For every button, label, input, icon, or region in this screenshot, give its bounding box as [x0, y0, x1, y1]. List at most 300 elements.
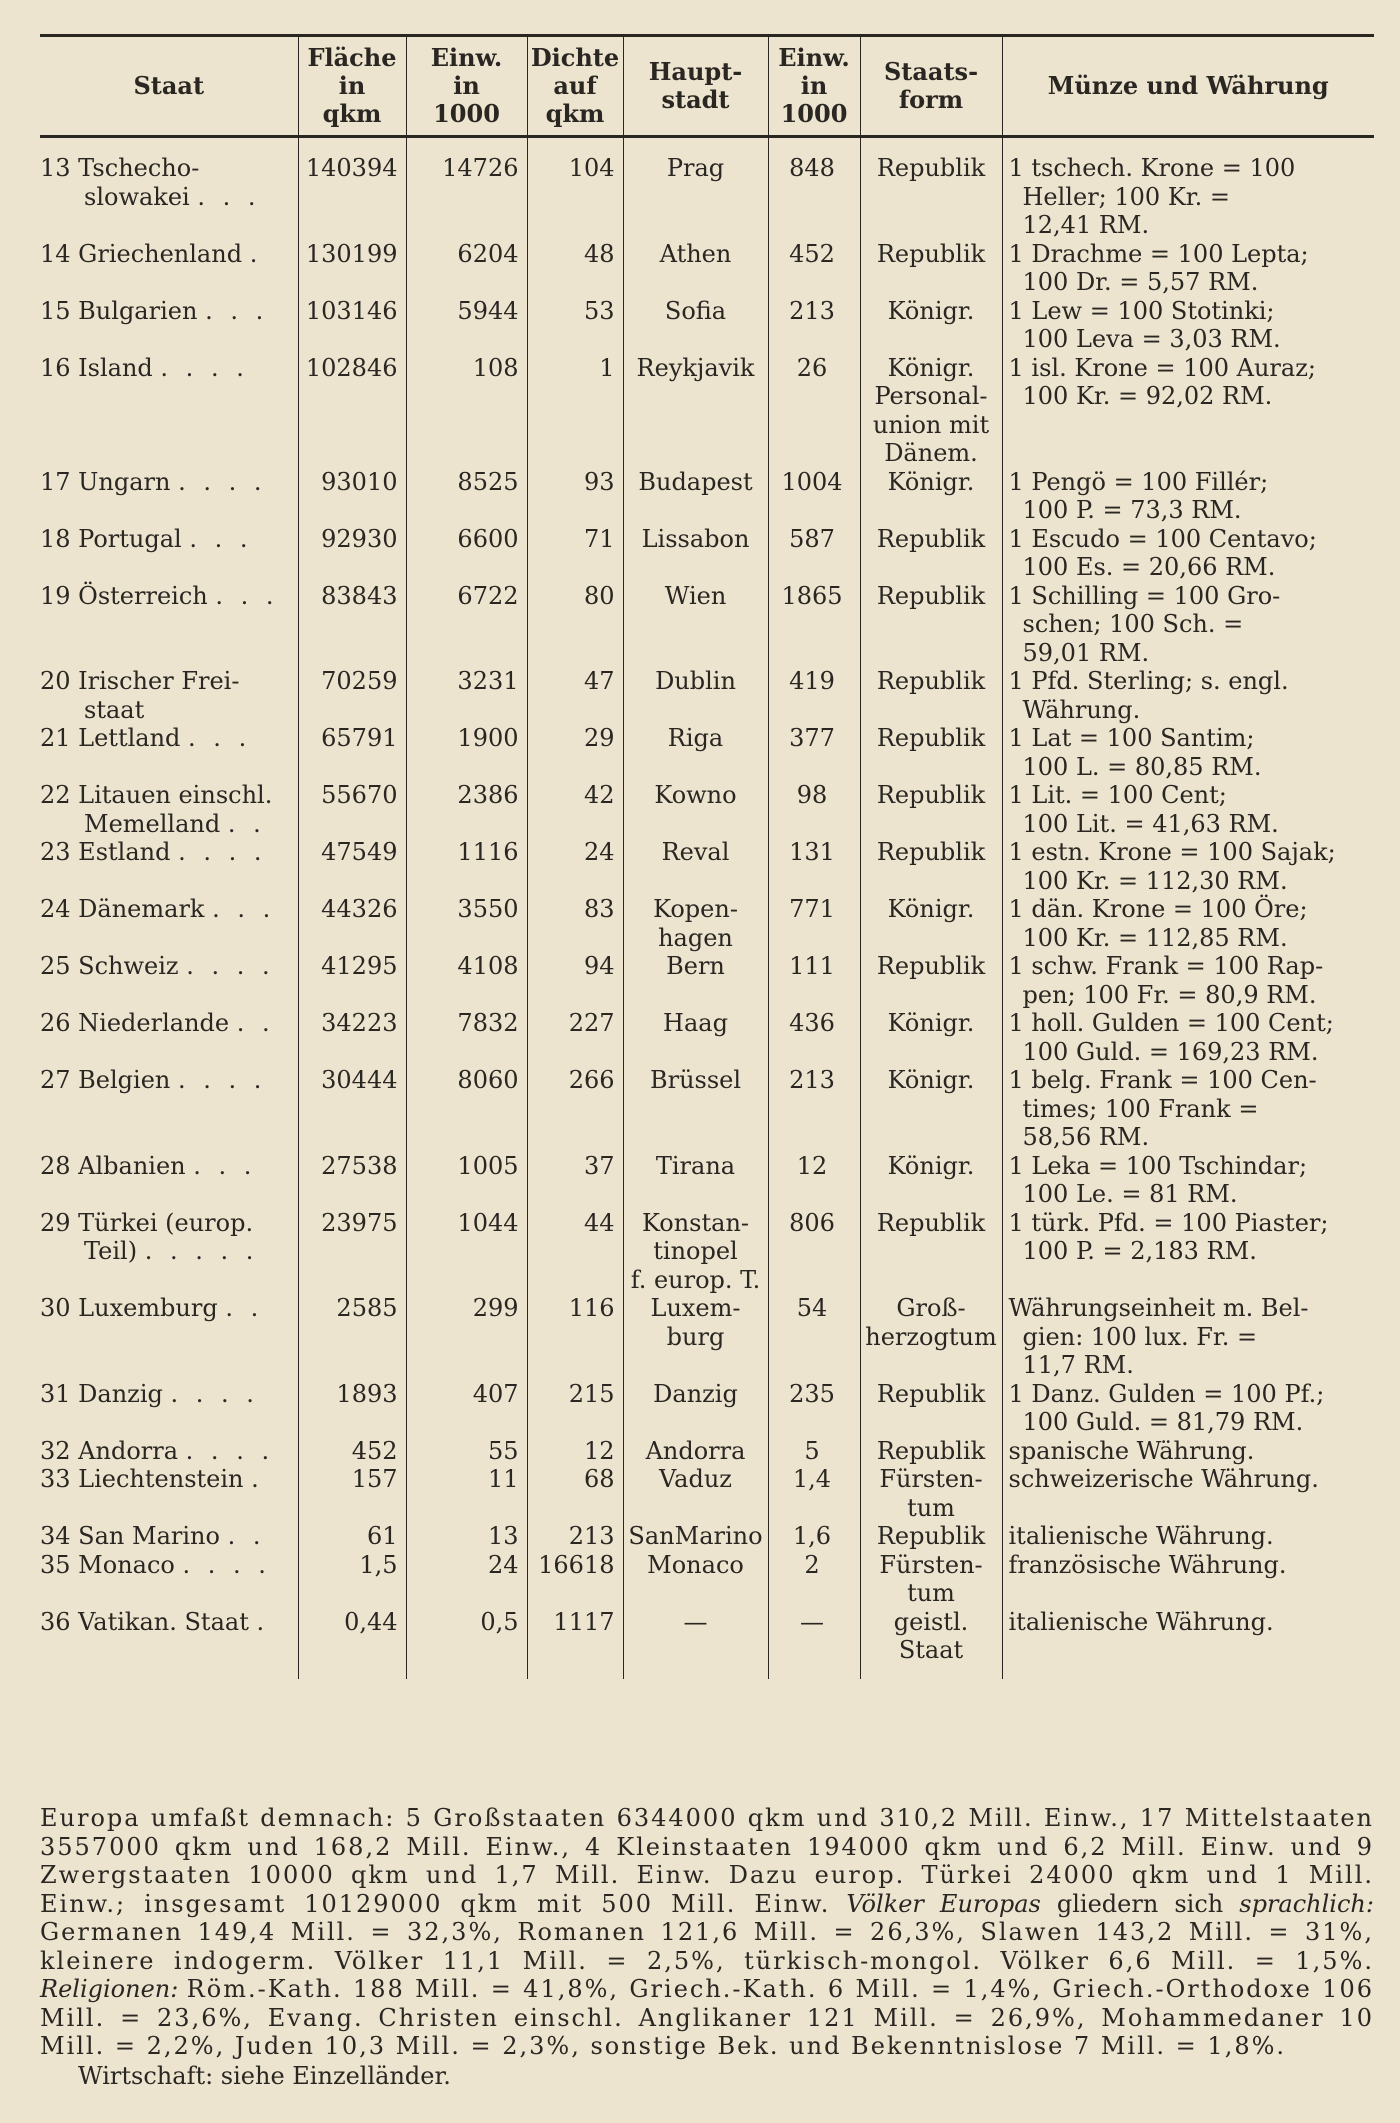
table-row — [40, 724, 1374, 781]
government-cell — [860, 1009, 1002, 1066]
capital-line: Reval — [661, 838, 730, 866]
government-line: Republik — [876, 1436, 986, 1465]
leader-dots: . . . . — [182, 1550, 271, 1579]
currency-line: 100 L. = 80,85 RM. — [1022, 752, 1262, 781]
state-name-line — [40, 525, 294, 554]
currency-line: italienische Währung. — [1008, 1607, 1274, 1636]
state-name-line — [40, 1294, 294, 1323]
population-cell: 1005 — [406, 1152, 527, 1209]
table-row — [40, 838, 1374, 895]
government-line: union mit — [872, 410, 990, 439]
density-cell: 1 — [527, 354, 623, 468]
state-name-line: 20 Irischer Frei- — [40, 667, 240, 695]
state-name-line: 29 Türkei (europ. — [40, 1208, 254, 1237]
capital-population-cell: 12 — [768, 1152, 860, 1209]
states-table — [40, 34, 1374, 1679]
area-cell: 92930 — [298, 525, 406, 582]
area-cell: 30444 — [298, 1066, 406, 1152]
state-name-line — [40, 1437, 294, 1466]
leader-dots: . . . . — [178, 1066, 267, 1094]
currency-cell — [1002, 354, 1374, 468]
state-name-line — [40, 810, 294, 839]
state-name-line — [40, 468, 294, 497]
table-row — [40, 781, 1374, 838]
government-line: geistl. — [893, 1607, 969, 1636]
currency-line: 1 Lew = 100 Stotinki; — [1008, 296, 1275, 325]
capital-cell — [623, 1294, 768, 1380]
leader-dots: . . . — [205, 296, 269, 325]
area-cell: 70259 — [298, 667, 406, 724]
state-name-line — [40, 1551, 294, 1580]
state-name-cell — [40, 1437, 298, 1466]
capital-population-cell: 806 — [768, 1209, 860, 1295]
col-header-state: Staat — [40, 36, 298, 137]
currency-line: 1 Schilling = 100 Gro- — [1008, 581, 1281, 610]
capital-population-cell: 848 — [768, 137, 860, 240]
area-cell: 23975 — [298, 1209, 406, 1295]
table-row — [40, 1009, 1374, 1066]
capital-line: Sofia — [664, 296, 727, 325]
state-name-text: 24 Dänemark — [40, 895, 205, 923]
capital-population-cell: 2 — [768, 1551, 860, 1608]
capital-line: Brüssel — [649, 1066, 742, 1094]
government-cell — [860, 582, 1002, 668]
state-name-text: 23 Estland — [40, 838, 171, 866]
summary-heading-religionen: Religionen: — [40, 1975, 179, 2003]
population-cell: 1900 — [406, 724, 527, 781]
government-line: Fürsten- — [879, 1465, 983, 1493]
density-cell: 16618 — [527, 1551, 623, 1608]
government-line: Königr. — [887, 1066, 975, 1094]
currency-cell — [1002, 1608, 1374, 1679]
state-name-cell — [40, 667, 298, 724]
table-row — [40, 1294, 1374, 1380]
capital-cell — [623, 137, 768, 240]
state-name-text: Memelland — [84, 809, 221, 838]
density-cell: 227 — [527, 1009, 623, 1066]
state-name-text: 27 Belgien — [40, 1066, 171, 1094]
government-cell — [860, 1608, 1002, 1679]
capital-population-cell: 377 — [768, 724, 860, 781]
currency-cell — [1002, 1551, 1374, 1608]
area-cell: 1893 — [298, 1380, 406, 1437]
government-cell — [860, 838, 1002, 895]
state-name-cell — [40, 1522, 298, 1551]
capital-line: hagen — [658, 923, 733, 952]
capital-line: Prag — [666, 154, 725, 182]
state-name-cell — [40, 1152, 298, 1209]
population-cell: 3231 — [406, 667, 527, 724]
state-name-text: 17 Ungarn — [40, 467, 171, 496]
government-cell — [860, 354, 1002, 468]
leader-dots: . . . . — [186, 952, 275, 980]
leader-dots: . . — [227, 1522, 266, 1550]
government-cell — [860, 468, 1002, 525]
density-cell: 80 — [527, 582, 623, 668]
capital-cell — [623, 1465, 768, 1522]
currency-line: pen; 100 Fr. = 80,9 RM. — [1022, 980, 1317, 1009]
capital-cell — [623, 1066, 768, 1152]
government-cell — [860, 781, 1002, 838]
table-row — [40, 952, 1374, 1009]
capital-cell — [623, 724, 768, 781]
state-name-cell — [40, 297, 298, 354]
currency-line: 1 holl. Gulden = 100 Cent; — [1008, 1009, 1334, 1037]
capital-population-cell: 452 — [768, 240, 860, 297]
capital-line: Konstan- — [641, 1208, 750, 1237]
capital-cell — [623, 468, 768, 525]
state-name-cell — [40, 1294, 298, 1380]
area-cell: 157 — [298, 1465, 406, 1522]
currency-line: 59,01 RM. — [1022, 638, 1150, 667]
capital-cell — [623, 667, 768, 724]
population-cell: 407 — [406, 1380, 527, 1437]
table-row — [40, 1152, 1374, 1209]
leader-dots: . . . . — [178, 467, 267, 496]
state-name-cell — [40, 354, 298, 468]
currency-cell — [1002, 468, 1374, 525]
area-cell: 452 — [298, 1437, 406, 1466]
capital-cell — [623, 781, 768, 838]
state-name-line — [40, 724, 294, 753]
state-name-text: 32 Andorra — [40, 1436, 179, 1465]
table-row — [40, 525, 1374, 582]
currency-line: 100 Es. = 20,66 RM. — [1022, 553, 1276, 581]
area-cell: 103146 — [298, 297, 406, 354]
currency-line: 100 Kr. = 112,30 RM. — [1022, 866, 1288, 895]
capital-line: Haag — [663, 1009, 728, 1037]
area-cell: 27538 — [298, 1152, 406, 1209]
state-name-text: 14 Griechenland — [40, 239, 243, 268]
capital-cell — [623, 1009, 768, 1066]
state-name-line — [40, 952, 294, 981]
capital-population-cell: 54 — [768, 1294, 860, 1380]
area-cell: 65791 — [298, 724, 406, 781]
government-line: Personal- — [874, 382, 988, 410]
government-cell — [860, 1551, 1002, 1608]
capital-population-cell: 213 — [768, 1066, 860, 1152]
currency-line: 100 Lit. = 41,63 RM. — [1022, 809, 1279, 838]
area-cell: 0,44 — [298, 1608, 406, 1679]
europe-summary-paragraph — [40, 1804, 1374, 2061]
density-cell: 1117 — [527, 1608, 623, 1679]
government-cell — [860, 137, 1002, 240]
capital-cell — [623, 354, 768, 468]
leader-dots: . . . . — [178, 838, 267, 866]
government-cell — [860, 952, 1002, 1009]
capital-cell — [623, 838, 768, 895]
state-name-line: 13 Tschecho- — [40, 154, 200, 182]
government-cell — [860, 1066, 1002, 1152]
state-name-line — [40, 297, 294, 326]
government-line: tum — [907, 1579, 955, 1607]
capital-line: Lissabon — [641, 524, 750, 553]
capital-line: Monaco — [647, 1550, 744, 1579]
government-line: Republik — [876, 781, 986, 809]
table-body — [40, 137, 1374, 1679]
state-name-cell — [40, 582, 298, 668]
capital-line: Danzig — [653, 1379, 738, 1408]
government-line: Republik — [876, 239, 986, 268]
summary-text-languages: Germanen 149,4 Mill. = 32,3%, Romanen 121,6 Mill. = 26,3%, Slawen 143,2 Mill. = 31%, kleinere indogerm. Völker 11,1 Mill. = 2,5%, türkisch-mongol. Völker 6,6 Mill. = 1,5%. — [40, 1918, 1374, 1975]
state-name-cell — [40, 468, 298, 525]
capital-line: Vaduz — [659, 1465, 732, 1493]
state-name-line — [40, 1380, 294, 1409]
government-line: Republik — [876, 838, 986, 866]
table-row — [40, 137, 1374, 240]
capital-cell — [623, 1152, 768, 1209]
state-name-line — [40, 895, 294, 924]
table-row — [40, 1380, 1374, 1437]
currency-line: 1 türk. Pfd. = 100 Piaster; — [1008, 1208, 1329, 1237]
state-name-cell — [40, 838, 298, 895]
government-line: Republik — [876, 1208, 986, 1237]
currency-cell — [1002, 895, 1374, 952]
capital-cell — [623, 1437, 768, 1466]
currency-line: schweizerische Währung. — [1008, 1465, 1319, 1493]
state-name-line — [40, 354, 294, 383]
government-line: Staat — [898, 1636, 964, 1664]
government-line: Republik — [876, 581, 986, 610]
government-cell — [860, 724, 1002, 781]
population-cell: 1116 — [406, 838, 527, 895]
capital-line: — — [683, 1607, 708, 1636]
area-cell: 93010 — [298, 468, 406, 525]
table-row — [40, 1465, 1374, 1522]
density-cell: 44 — [527, 1209, 623, 1295]
currency-cell — [1002, 1152, 1374, 1209]
capital-line: Wien — [664, 581, 727, 610]
state-name-line — [40, 1522, 294, 1551]
government-cell — [860, 1522, 1002, 1551]
capital-line: Riga — [667, 724, 724, 752]
currency-line: Währungseinheit m. Bel- — [1008, 1294, 1309, 1322]
density-cell: 53 — [527, 297, 623, 354]
government-cell — [860, 1380, 1002, 1437]
density-cell: 215 — [527, 1380, 623, 1437]
state-name-cell — [40, 137, 298, 240]
currency-line: 1 Pengö = 100 Fillér; — [1008, 467, 1269, 496]
area-cell: 44326 — [298, 895, 406, 952]
state-name-cell — [40, 240, 298, 297]
summary-text-gliedern: gliedern sich — [1056, 1889, 1224, 1918]
government-line: tum — [907, 1493, 955, 1522]
capital-population-cell: 1,4 — [768, 1465, 860, 1522]
capital-cell — [623, 582, 768, 668]
currency-line: 100 P. = 2,183 RM. — [1022, 1237, 1257, 1265]
capital-cell — [623, 895, 768, 952]
government-line: Republik — [876, 952, 986, 980]
population-cell: 24 — [406, 1551, 527, 1608]
government-cell — [860, 525, 1002, 582]
state-name-text: 30 Luxemburg — [40, 1294, 218, 1322]
table-row — [40, 297, 1374, 354]
currency-line: 1 schw. Frank = 100 Rap- — [1008, 952, 1324, 980]
government-line: Königr. — [887, 467, 975, 496]
table-row — [40, 468, 1374, 525]
area-cell: 140394 — [298, 137, 406, 240]
leader-dots: . — [249, 239, 263, 268]
state-name-cell — [40, 1551, 298, 1608]
currency-cell — [1002, 952, 1374, 1009]
col-header-area: Fläche in qkm — [298, 36, 406, 137]
capital-population-cell: 436 — [768, 1009, 860, 1066]
population-cell: 1044 — [406, 1209, 527, 1295]
area-cell: 130199 — [298, 240, 406, 297]
population-cell: 4108 — [406, 952, 527, 1009]
table-row — [40, 667, 1374, 724]
density-cell: 266 — [527, 1066, 623, 1152]
capital-cell — [623, 240, 768, 297]
col-header-currency: Münze und Währung — [1002, 36, 1374, 137]
col-header-government: Staats- form — [860, 36, 1002, 137]
density-cell: 29 — [527, 724, 623, 781]
currency-line: schen; 100 Sch. = — [1022, 610, 1244, 638]
state-name-line — [40, 1152, 294, 1181]
government-cell — [860, 1465, 1002, 1522]
population-cell: 0,5 — [406, 1608, 527, 1679]
state-name-text: 28 Albanien — [40, 1151, 186, 1180]
state-name-text: 34 San Marino — [40, 1522, 220, 1550]
capital-population-cell: 1,6 — [768, 1522, 860, 1551]
density-cell: 48 — [527, 240, 623, 297]
currency-line: 1 Leka = 100 Tschindar; — [1008, 1151, 1308, 1180]
government-line: Fürsten- — [879, 1550, 983, 1579]
government-line: Republik — [876, 724, 986, 752]
capital-line: Budapest — [638, 467, 753, 496]
capital-population-cell: 98 — [768, 781, 860, 838]
table-row — [40, 354, 1374, 468]
currency-line: 1 isl. Krone = 100 Auraz; — [1008, 353, 1316, 382]
population-cell: 8525 — [406, 468, 527, 525]
state-name-text: 31 Danzig — [40, 1379, 163, 1408]
capital-line: Andorra — [645, 1436, 746, 1465]
currency-cell — [1002, 1465, 1374, 1522]
capital-line: f. europ. T. — [630, 1265, 761, 1294]
population-cell: 2386 — [406, 781, 527, 838]
state-name-text: 33 Liechtenstein — [40, 1465, 244, 1493]
government-line: Republik — [876, 1522, 986, 1550]
currency-line: 100 Leva = 3,03 RM. — [1022, 325, 1281, 353]
government-cell — [860, 1209, 1002, 1295]
currency-cell — [1002, 582, 1374, 668]
currency-line: 1 Drachme = 100 Lepta; — [1008, 239, 1309, 268]
currency-cell — [1002, 1209, 1374, 1295]
state-name-line — [40, 1066, 294, 1095]
state-name-line — [40, 1237, 294, 1266]
currency-line: 100 Le. = 81 RM. — [1022, 1180, 1238, 1208]
density-cell: 104 — [527, 137, 623, 240]
currency-cell — [1002, 1380, 1374, 1437]
density-cell: 83 — [527, 895, 623, 952]
population-cell: 5944 — [406, 297, 527, 354]
table-row — [40, 1209, 1374, 1295]
government-cell — [860, 1152, 1002, 1209]
government-line: Königr. — [887, 1009, 975, 1037]
government-line: Königr. — [887, 895, 975, 923]
capital-population-cell: 111 — [768, 952, 860, 1009]
state-name-text: 36 Vatikan. Staat — [40, 1607, 249, 1636]
leader-dots: . . . . — [170, 1379, 259, 1408]
capital-line: Kowno — [654, 781, 737, 809]
capital-population-cell: 419 — [768, 667, 860, 724]
currency-cell — [1002, 1294, 1374, 1380]
currency-line: französische Währung. — [1008, 1550, 1287, 1579]
currency-line: 1 Lit. = 100 Cent; — [1008, 781, 1227, 809]
table-row — [40, 582, 1374, 668]
government-cell — [860, 895, 1002, 952]
state-name-text: 16 Island — [40, 353, 153, 382]
capital-line: tinopel — [653, 1237, 738, 1265]
leader-dots: . . . . . — [144, 1237, 259, 1265]
population-cell: 8060 — [406, 1066, 527, 1152]
currency-cell — [1002, 1522, 1374, 1551]
col-header-population: Einw. in 1000 — [406, 36, 527, 137]
capital-line: Luxem- — [650, 1294, 741, 1322]
area-cell: 47549 — [298, 838, 406, 895]
state-name-cell — [40, 1465, 298, 1522]
currency-line: 100 Kr. = 92,02 RM. — [1022, 382, 1273, 410]
currency-line: 100 Dr. = 5,57 RM. — [1022, 268, 1259, 296]
table-row — [40, 1066, 1374, 1152]
capital-line: Athen — [659, 239, 732, 268]
density-cell: 12 — [527, 1437, 623, 1466]
state-name-cell — [40, 1380, 298, 1437]
currency-cell — [1002, 240, 1374, 297]
currency-cell — [1002, 1066, 1374, 1152]
population-cell: 299 — [406, 1294, 527, 1380]
capital-population-cell: 587 — [768, 525, 860, 582]
population-cell: 6600 — [406, 525, 527, 582]
area-cell: 55670 — [298, 781, 406, 838]
population-cell: 7832 — [406, 1009, 527, 1066]
government-line: Groß- — [896, 1294, 966, 1322]
capital-population-cell: 235 — [768, 1380, 860, 1437]
state-name-line — [40, 1009, 294, 1038]
state-name-text: 19 Österreich — [40, 581, 208, 610]
state-name-line: 22 Litauen einschl. — [40, 781, 273, 809]
currency-line: 12,41 RM. — [1022, 211, 1150, 239]
currency-line: italienische Währung. — [1008, 1522, 1274, 1550]
capital-cell — [623, 1380, 768, 1437]
state-name-cell — [40, 724, 298, 781]
table-row — [40, 1551, 1374, 1608]
population-cell: 3550 — [406, 895, 527, 952]
leader-dots: . . . . — [185, 1436, 275, 1465]
leader-dots: . . . — [197, 182, 261, 211]
population-cell: 11 — [406, 1465, 527, 1522]
table-header-row — [40, 36, 1374, 137]
currency-cell — [1002, 1437, 1374, 1466]
capital-population-cell: 771 — [768, 895, 860, 952]
area-cell: 102846 — [298, 354, 406, 468]
currency-cell — [1002, 297, 1374, 354]
capital-cell — [623, 297, 768, 354]
currency-line: 1 Danz. Gulden = 100 Pf.; — [1008, 1379, 1325, 1408]
capital-population-cell: 131 — [768, 838, 860, 895]
currency-cell — [1002, 781, 1374, 838]
population-cell: 108 — [406, 354, 527, 468]
density-cell: 93 — [527, 468, 623, 525]
government-line: Königr. — [887, 1151, 975, 1180]
capital-line: Reykjavik — [636, 353, 755, 382]
state-name-line — [40, 1608, 294, 1637]
population-cell: 55 — [406, 1437, 527, 1466]
state-name-line — [40, 582, 294, 611]
area-cell: 1,5 — [298, 1551, 406, 1608]
currency-line: 100 P. = 73,3 RM. — [1022, 496, 1242, 524]
currency-line: 100 Guld. = 169,23 RM. — [1022, 1037, 1319, 1066]
